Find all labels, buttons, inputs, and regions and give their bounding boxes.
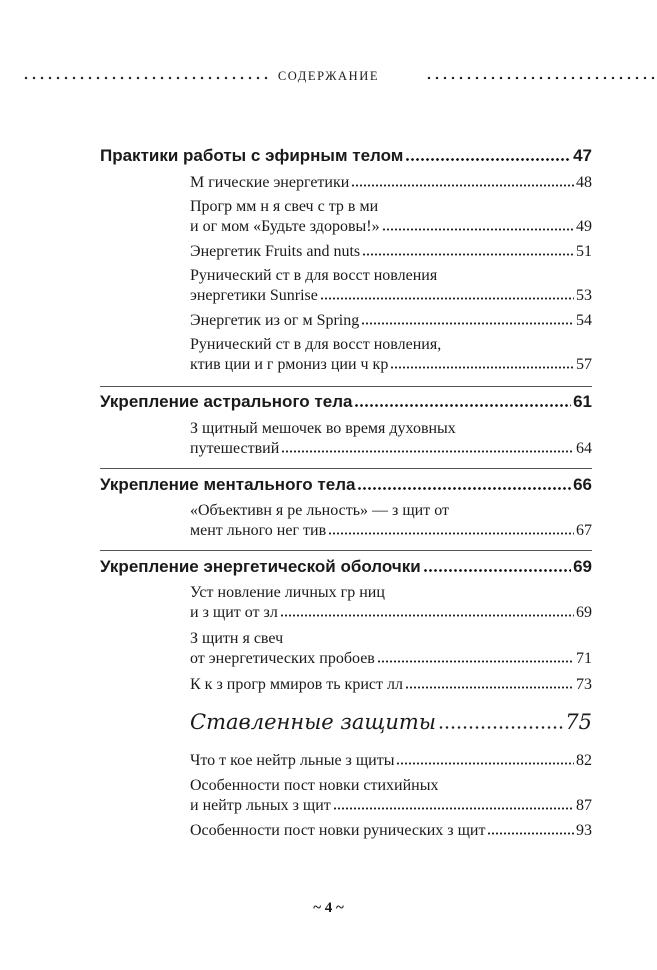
- toc-section-entry[interactable]: [100, 475, 592, 495]
- toc-entry[interactable]: [190, 312, 592, 330]
- toc-entry-label: и ог мом «Будьте здоровы!»: [190, 218, 380, 235]
- toc-page-number: 54: [576, 312, 592, 329]
- toc-part-entry[interactable]: [190, 710, 592, 734]
- toc-entry-label: З щитный мешочек во время духовных: [190, 420, 456, 437]
- toc-entry-label: Рунический ст в для восст новления: [190, 267, 438, 284]
- toc-entry-label: ктив ции и г рмониз ции ч кр: [190, 356, 389, 373]
- toc-entry-label: З щитн я свеч: [190, 630, 284, 647]
- toc-page-number: 51: [576, 243, 592, 260]
- toc-page-number: 87: [576, 797, 592, 814]
- toc-entry[interactable]: [190, 676, 592, 694]
- dot-leader: [377, 660, 574, 663]
- dot-leader: [357, 487, 571, 490]
- section-divider: [100, 550, 592, 551]
- toc-entry[interactable]: [190, 822, 592, 840]
- dot-leader: [354, 404, 571, 407]
- header-right-dotted-rule: [425, 76, 657, 80]
- toc-page-number: 69: [576, 604, 592, 621]
- toc-entry-label: «Объективн я ре льность» — з щит от: [190, 502, 449, 519]
- toc-entry-label: мент льного нег тив: [190, 522, 327, 539]
- dot-leader: [487, 832, 574, 835]
- dot-leader: [361, 322, 574, 325]
- dot-leader: [280, 614, 574, 617]
- dot-leader: [328, 532, 574, 535]
- toc-section-title: Укрепление энергетической оболочки: [100, 557, 421, 576]
- toc-page-number: 71: [576, 650, 592, 667]
- toc-page-number: 75: [565, 710, 592, 734]
- toc-entry[interactable]: [190, 243, 592, 261]
- dot-leader: [351, 184, 574, 187]
- header-title: СОДЕРЖАНИЕ: [277, 69, 380, 83]
- dot-leader: [382, 228, 574, 231]
- toc-entry-label: и нейтр льных з щит: [190, 797, 331, 814]
- toc-entry-label: Рунический ст в для восст новления,: [190, 336, 442, 353]
- toc-entry-label: Особенности пост новки рунических з щит: [190, 822, 486, 839]
- toc-entry[interactable]: [190, 797, 592, 815]
- toc-entry[interactable]: [190, 287, 592, 305]
- toc-section-title: Укрепление астрального тела: [100, 392, 353, 411]
- toc-entry-label: М гические энергетики: [190, 174, 350, 191]
- dot-leader: [390, 366, 574, 369]
- toc-page-number: 82: [576, 752, 592, 769]
- section-divider: [100, 468, 592, 469]
- toc-entry-label: энергетики Sunrise: [190, 287, 318, 304]
- toc-entry[interactable]: [190, 440, 592, 458]
- toc-entry-label: путешествий: [190, 440, 280, 457]
- toc-section-entry[interactable]: [100, 146, 592, 166]
- toc-entry-label: Уст новление личных гр ниц: [190, 584, 385, 601]
- dot-leader: [405, 686, 574, 689]
- toc-page-number: 73: [576, 676, 592, 693]
- toc-page-number: 64: [576, 440, 592, 457]
- toc-entry-label: К к з прогр ммиров ть крист лл: [190, 676, 403, 693]
- toc-entry-label: Что т кое нейтр льные з щиты: [190, 752, 395, 769]
- toc-page-number: 93: [576, 822, 592, 839]
- toc-entry[interactable]: [190, 522, 592, 540]
- toc-page-number: 53: [576, 287, 592, 304]
- toc-page-number: 61: [573, 392, 592, 411]
- section-divider: [100, 386, 592, 387]
- toc-page-number: 49: [576, 218, 592, 235]
- toc-entry[interactable]: [190, 356, 592, 374]
- toc-entry-label: и з щит от зл: [190, 604, 278, 621]
- toc-entry-label: от энергетических пробоев: [190, 650, 375, 667]
- toc-entry[interactable]: [190, 752, 592, 770]
- toc-entry-label: Энергетик Fruits and nuts: [190, 243, 361, 260]
- page-number: ~ 4 ~: [313, 900, 344, 916]
- dot-leader: [438, 726, 563, 729]
- dot-leader: [362, 253, 574, 256]
- dot-leader: [333, 807, 574, 810]
- toc-page-number: 48: [576, 174, 592, 191]
- toc-section-entry[interactable]: [100, 392, 592, 412]
- toc-page-number: 66: [573, 475, 592, 494]
- dot-leader: [423, 569, 571, 572]
- toc-entry-label: Прогр мм н я свеч с тр в ми: [190, 198, 379, 215]
- dot-leader: [405, 158, 571, 161]
- dot-leader: [320, 297, 574, 300]
- toc-entry-label: Энергетик из ог м Spring: [190, 312, 360, 329]
- toc-entry[interactable]: [190, 174, 592, 192]
- toc-section-title: Укрепление ментального тела: [100, 475, 356, 494]
- dot-leader: [396, 762, 574, 765]
- dot-leader: [281, 450, 574, 453]
- toc-page-number: 69: [573, 557, 592, 576]
- toc-entry-label: Особенности пост новки стихийных: [190, 777, 439, 794]
- toc-part-title: Ставленные защиты: [190, 710, 436, 734]
- toc-section-entry[interactable]: [100, 557, 592, 577]
- toc-page-number: 57: [576, 356, 592, 373]
- toc-page-number: 67: [576, 522, 592, 539]
- toc-entry[interactable]: [190, 650, 592, 668]
- page-header: [0, 66, 657, 90]
- toc-section-title: Практики работы с эфирным телом: [100, 146, 404, 165]
- toc-entry[interactable]: [190, 604, 592, 622]
- toc-entry[interactable]: [190, 218, 592, 236]
- toc-page-number: 47: [573, 146, 592, 165]
